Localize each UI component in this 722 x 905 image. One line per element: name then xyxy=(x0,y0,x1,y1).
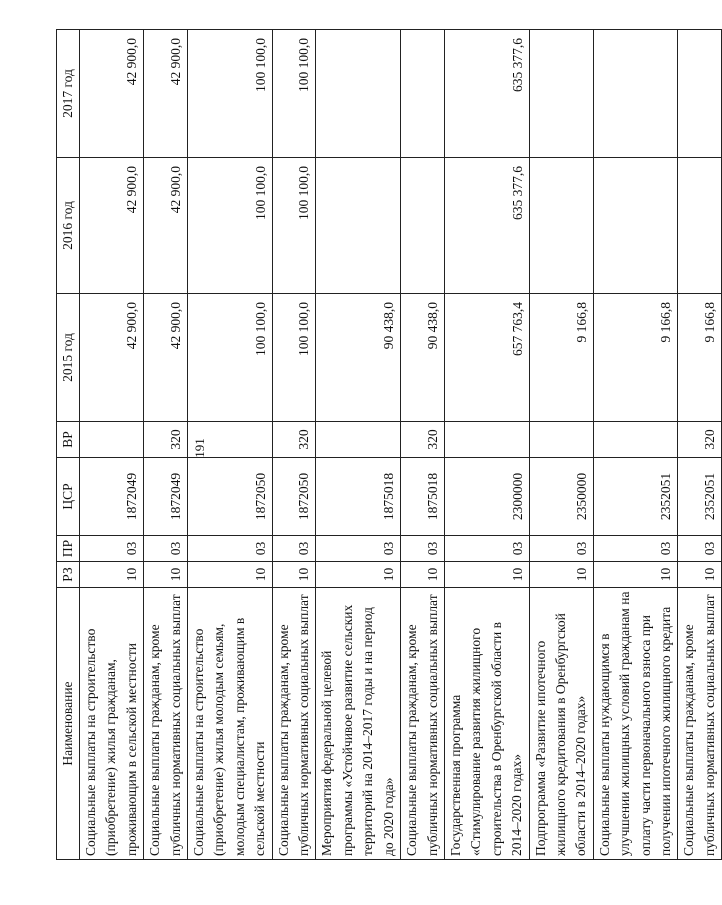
cell-vr xyxy=(593,422,678,458)
cell-rz: 10 xyxy=(444,562,529,588)
cell-pr: 03 xyxy=(401,536,445,562)
cell-2017: 100 100,0 xyxy=(272,30,316,158)
cell-pr: 03 xyxy=(316,536,401,562)
cell-2015: 42 900,0 xyxy=(144,294,188,422)
cell-csr: 2352051 xyxy=(678,458,722,536)
table-row xyxy=(316,30,401,860)
cell-csr: 2350000 xyxy=(529,458,593,536)
cell-2015: 90 438,0 xyxy=(401,294,445,422)
cell-vr xyxy=(444,422,529,458)
header-pr: ПР xyxy=(57,536,80,562)
cell-csr: 2352051 xyxy=(593,458,678,536)
cell-name: Подпрограмма «Развитие ипотечного жилищного кредитования в Оренбургской области в 2014–2020 годах» xyxy=(529,588,593,860)
table-row xyxy=(272,30,316,860)
cell-2015: 9 166,8 xyxy=(529,294,593,422)
cell-csr: 1872050 xyxy=(188,458,273,536)
cell-2017 xyxy=(593,30,678,158)
table-row xyxy=(188,30,273,860)
page-number: 191 xyxy=(192,438,207,458)
cell-2016 xyxy=(529,158,593,294)
cell-2015: 657 763,4 xyxy=(444,294,529,422)
cell-2017 xyxy=(316,30,401,158)
cell-csr: 1872050 xyxy=(272,458,316,536)
cell-2016: 635 377,6 xyxy=(444,158,529,294)
table-row xyxy=(444,30,529,860)
cell-name: Социальные выплаты гражданам, кроме публичных нормативных социальных выплат xyxy=(401,588,445,860)
table-body xyxy=(80,30,722,860)
cell-csr: 1875018 xyxy=(401,458,445,536)
budget-table xyxy=(56,29,722,860)
cell-rz: 10 xyxy=(678,562,722,588)
cell-2015: 100 100,0 xyxy=(188,294,273,422)
cell-2017: 635 377,6 xyxy=(444,30,529,158)
cell-vr xyxy=(188,422,273,458)
cell-pr: 03 xyxy=(144,536,188,562)
cell-rz: 10 xyxy=(401,562,445,588)
table-row xyxy=(80,30,144,860)
header-2016: 2016 год xyxy=(57,158,80,294)
cell-2015: 90 438,0 xyxy=(316,294,401,422)
cell-2017: 100 100,0 xyxy=(188,30,273,158)
header-name: Наименование xyxy=(57,588,80,860)
cell-pr: 03 xyxy=(188,536,273,562)
cell-csr: 1872049 xyxy=(80,458,144,536)
cell-2016 xyxy=(316,158,401,294)
cell-vr: 320 xyxy=(144,422,188,458)
cell-2015: 9 166,8 xyxy=(593,294,678,422)
cell-rz: 10 xyxy=(144,562,188,588)
cell-name: Государственная программа «Стимулирование развития жилищного строительства в Оренбургской области в 2014–2020 годах» xyxy=(444,588,529,860)
cell-2015: 42 900,0 xyxy=(80,294,144,422)
cell-name: Социальные выплаты нуждающимся в улучшении жилищных условий гражданам на оплату части первоначального взноса при получении ипотечного жилищного кредита xyxy=(593,588,678,860)
cell-2017 xyxy=(678,30,722,158)
cell-vr xyxy=(316,422,401,458)
cell-rz: 10 xyxy=(272,562,316,588)
table-wrapper xyxy=(56,30,718,860)
cell-2015: 100 100,0 xyxy=(272,294,316,422)
cell-2015: 9 166,8 xyxy=(678,294,722,422)
cell-rz: 10 xyxy=(188,562,273,588)
table-row xyxy=(593,30,678,860)
cell-vr: 320 xyxy=(401,422,445,458)
cell-rz: 10 xyxy=(80,562,144,588)
table-row xyxy=(678,30,722,860)
cell-2016 xyxy=(401,158,445,294)
cell-name: Социальные выплаты на строительство (приобретение) жилья молодым семьям, молодым специалистам, проживающим в сельской местности xyxy=(188,588,273,860)
cell-2016 xyxy=(593,158,678,294)
table-header-row xyxy=(57,30,80,860)
cell-2017: 42 900,0 xyxy=(144,30,188,158)
cell-pr: 03 xyxy=(593,536,678,562)
cell-pr: 03 xyxy=(80,536,144,562)
rotated-table-frame xyxy=(56,30,718,860)
cell-vr: 320 xyxy=(272,422,316,458)
header-2017: 2017 год xyxy=(57,30,80,158)
cell-pr: 03 xyxy=(678,536,722,562)
cell-csr: 1872049 xyxy=(144,458,188,536)
cell-rz: 10 xyxy=(593,562,678,588)
cell-2016: 42 900,0 xyxy=(144,158,188,294)
cell-rz: 10 xyxy=(529,562,593,588)
header-rz: РЗ xyxy=(57,562,80,588)
cell-name: Мероприятия федеральной целевой программы «Устойчивое развитие сельских территорий на 2014–2017 годы и на период до 2020 года» xyxy=(316,588,401,860)
table-row xyxy=(401,30,445,860)
cell-2016 xyxy=(678,158,722,294)
header-vr: ВР xyxy=(57,422,80,458)
cell-vr xyxy=(80,422,144,458)
cell-2016: 100 100,0 xyxy=(188,158,273,294)
cell-name: Социальные выплаты гражданам, кроме публичных нормативных социальных выплат xyxy=(272,588,316,860)
cell-name: Социальные выплаты на строительство (приобретение) жилья гражданам, проживающим в сельской местности xyxy=(80,588,144,860)
cell-2017 xyxy=(529,30,593,158)
cell-2016: 100 100,0 xyxy=(272,158,316,294)
cell-pr: 03 xyxy=(444,536,529,562)
cell-2016: 42 900,0 xyxy=(80,158,144,294)
cell-pr: 03 xyxy=(529,536,593,562)
cell-vr xyxy=(529,422,593,458)
table-row xyxy=(529,30,593,860)
cell-csr: 1875018 xyxy=(316,458,401,536)
cell-pr: 03 xyxy=(272,536,316,562)
cell-rz: 10 xyxy=(316,562,401,588)
cell-name: Социальные выплаты гражданам, кроме публичных нормативных социальных выплат xyxy=(678,588,722,860)
cell-name: Социальные выплаты гражданам, кроме публичных нормативных социальных выплат xyxy=(144,588,188,860)
header-csr: ЦСР xyxy=(57,458,80,536)
header-2015: 2015 год xyxy=(57,294,80,422)
cell-2017: 42 900,0 xyxy=(80,30,144,158)
table-row xyxy=(144,30,188,860)
cell-csr: 2300000 xyxy=(444,458,529,536)
cell-vr: 320 xyxy=(678,422,722,458)
cell-2017 xyxy=(401,30,445,158)
